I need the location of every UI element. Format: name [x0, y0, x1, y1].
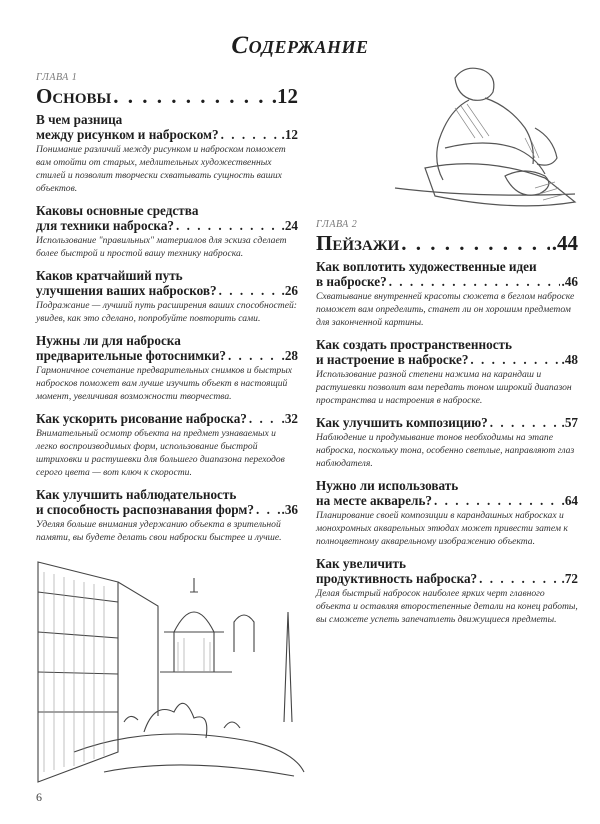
chapter-2	[316, 219, 578, 634]
toc-entry[interactable]	[36, 411, 298, 479]
entry-page-value: 57	[564, 415, 578, 430]
dot-leader	[219, 283, 280, 298]
chapter-heading	[36, 84, 298, 108]
entry-title-line2-row	[316, 274, 578, 289]
entry-title	[316, 415, 578, 430]
entry-page-value: 26	[284, 283, 298, 298]
entry-title-line1: Нужны ли для наброска	[36, 333, 181, 348]
entry-title-line1: Как увеличить	[316, 556, 406, 571]
entry-description: Уделяя больше внимания удержанию объекта в зрительной памяти, вы будете делать свои наброски быстрее и лучше.	[36, 519, 282, 543]
entry-title-line2-row	[316, 415, 578, 430]
entry-description: Гармоничное сочетание предварительных снимков и быстрых набросков поможет вам лучше изучить объект в настоящий момент, увеличивая возможности творчества.	[36, 365, 292, 402]
entry-page-value: 72	[564, 571, 578, 586]
entry-title-line2: и настроение в наброске?	[316, 352, 469, 367]
entry-page-value: 28	[284, 348, 298, 363]
page-title: Содержание	[231, 32, 369, 59]
entry-page-value: 64	[564, 493, 578, 508]
entry-title-line1: Каков кратчайший путь	[36, 268, 183, 283]
entry-page-number: .48	[561, 352, 578, 367]
entry-title-line2: улучшения ваших набросков?	[36, 283, 217, 298]
entry-title-line2: Как улучшить композицию?	[316, 415, 488, 430]
entry-title-line2: и способность распознавания форм?	[36, 502, 255, 517]
toc-entry[interactable]	[36, 203, 298, 260]
entry-page-number: .12	[281, 127, 298, 142]
entry-page-value: 46	[564, 274, 578, 289]
entry-title-line1: Как воплотить художественные идеи	[316, 259, 537, 274]
dot-leader	[389, 274, 560, 289]
entry-title-line2: для техники наброска?	[36, 218, 175, 233]
dot-leader	[401, 231, 549, 255]
entry-description: Использование "правильных" материалов для эскиза сделает более быстрой и простой вашу технику наброска.	[36, 235, 287, 259]
entry-title-line2: между рисунком и наброском?	[36, 127, 219, 142]
dot-leader	[221, 127, 280, 142]
entry-title-line2-row	[316, 493, 578, 508]
dot-leader	[470, 352, 559, 367]
entry-page-number: .64	[561, 493, 578, 508]
entry-page-number: .36	[281, 502, 298, 517]
dot-leader	[479, 571, 559, 586]
entry-title	[36, 411, 298, 426]
entry-page-value: 32	[284, 411, 298, 426]
entry-page-number: .28	[281, 348, 298, 363]
entry-title-line1: Нужно ли использовать	[316, 478, 459, 493]
piazza-sketch-illustration	[34, 552, 314, 792]
chapter-page-number: .12	[271, 84, 298, 108]
entry-title	[36, 268, 298, 298]
entry-title-line2-row	[36, 348, 298, 363]
entry-title-line2-row	[36, 283, 298, 298]
entry-description: Внимательный осмотр объекта на предмет узнаваемых и легко воспроизводимых форм, использование быстрой штриховки и растушевки для большего диапазона переходов серого цвета — вот ключ к скорости.	[36, 428, 285, 478]
toc-entry[interactable]	[36, 487, 298, 544]
entry-page-value: 24	[284, 218, 298, 233]
entry-title-line2: продуктивность наброска?	[316, 571, 478, 586]
entry-title-line2-row	[36, 218, 298, 233]
toc-entry[interactable]	[316, 337, 578, 407]
entry-description: Наблюдение и продумывание тонов необходимы на этапе наброска, поскольку тона, особенно светлые, направляют глаз наблюдателя.	[316, 432, 575, 469]
dot-leader	[249, 411, 280, 426]
entry-description: Подражание — лучший путь расширения ваших способностей: увидев, как это сделано, попробуйте повторить сами.	[36, 300, 297, 324]
chapter-page-number: .44	[551, 231, 578, 255]
entry-title-line2-row	[316, 352, 578, 367]
chapter-label: ГЛАВА 1	[36, 72, 78, 83]
entry-title-line1: Как улучшить наблюдательность	[36, 487, 237, 502]
entry-title-line2-row	[36, 502, 298, 517]
entry-description: Использование разной степени нажима на карандаш и растушевки позволит вам передать тоном широкий диапазон пространства и настроения в наброске.	[316, 369, 572, 406]
chapter-name: Основы	[36, 84, 112, 108]
toc-entry[interactable]	[36, 268, 298, 325]
chapter-page-value: 12	[277, 84, 298, 108]
entry-title-line2-row	[36, 127, 298, 142]
toc-entry[interactable]	[36, 333, 298, 403]
dot-leader	[490, 415, 560, 430]
entry-page-value: 48	[564, 352, 578, 367]
chapter-page-value: 44	[557, 231, 578, 255]
toc-entry[interactable]	[316, 556, 578, 626]
toc-entry[interactable]	[316, 415, 578, 470]
dot-leader	[228, 348, 280, 363]
chapter-name: Пейзажи	[316, 231, 400, 255]
entry-title-line1: Как создать пространственность	[316, 337, 513, 352]
entry-title	[36, 487, 298, 517]
entry-page-number: .57	[561, 415, 578, 430]
entry-title-line1: В чем разница	[36, 112, 123, 127]
dot-leader	[113, 84, 270, 108]
entry-title	[36, 203, 298, 233]
page-number: 6	[36, 790, 42, 804]
entry-page-number: .24	[281, 218, 298, 233]
entry-title	[316, 478, 578, 508]
chapter-1	[36, 72, 298, 552]
entry-title	[316, 337, 578, 367]
dot-leader	[434, 493, 559, 508]
entry-description: Схватывание внутренней красоты сюжета в беглом наброске поможет вам определить, станет ли он хорошим предметом для законченной картины.	[316, 291, 575, 328]
entry-title	[36, 333, 298, 363]
entry-page-number: .46	[561, 274, 578, 289]
entry-title-line2-row	[316, 571, 578, 586]
entry-description: Планирование своей композиции в карандашных набросках и монохромных акварельных этюдах может привести затем к полноцветному акварельному изображению объекта.	[316, 510, 568, 547]
entry-page-value: 12	[284, 127, 298, 142]
entry-page-number: .26	[281, 283, 298, 298]
entry-title-line2: в наброске?	[316, 274, 387, 289]
entry-title	[316, 556, 578, 586]
toc-entry[interactable]	[316, 259, 578, 329]
artist-sketch-illustration	[385, 58, 595, 218]
entry-description: Понимание различий между рисунком и наброском поможет вам отойти от старых, медлительных художественных стилей и позволит творчески схватывать сущность ваших объектов.	[36, 144, 286, 194]
chapter-heading	[316, 231, 578, 255]
entry-title	[36, 112, 298, 142]
toc-entry[interactable]	[316, 478, 578, 548]
entry-title-line2: предварительные фотоснимки?	[36, 348, 226, 363]
entry-title-line2-row	[36, 411, 298, 426]
toc-entry[interactable]	[36, 112, 298, 195]
entry-title-line1: Каковы основные средства	[36, 203, 199, 218]
dot-leader	[256, 502, 280, 517]
chapter-label: ГЛАВА 2	[316, 219, 358, 230]
entry-page-number: .72	[561, 571, 578, 586]
entry-description: Делая быстрый набросок наиболее ярких черт главного объекта и оставляя второстепенные детали на конец работы, вы сможете успеть запечатлеть движущиеся предметы.	[316, 588, 578, 625]
entry-title-line2: Как ускорить рисование наброска?	[36, 411, 247, 426]
entry-title-line2: на месте акварель?	[316, 493, 433, 508]
entry-title	[316, 259, 578, 289]
entry-page-value: 36	[284, 502, 298, 517]
entry-page-number: .32	[281, 411, 298, 426]
dot-leader	[176, 218, 280, 233]
